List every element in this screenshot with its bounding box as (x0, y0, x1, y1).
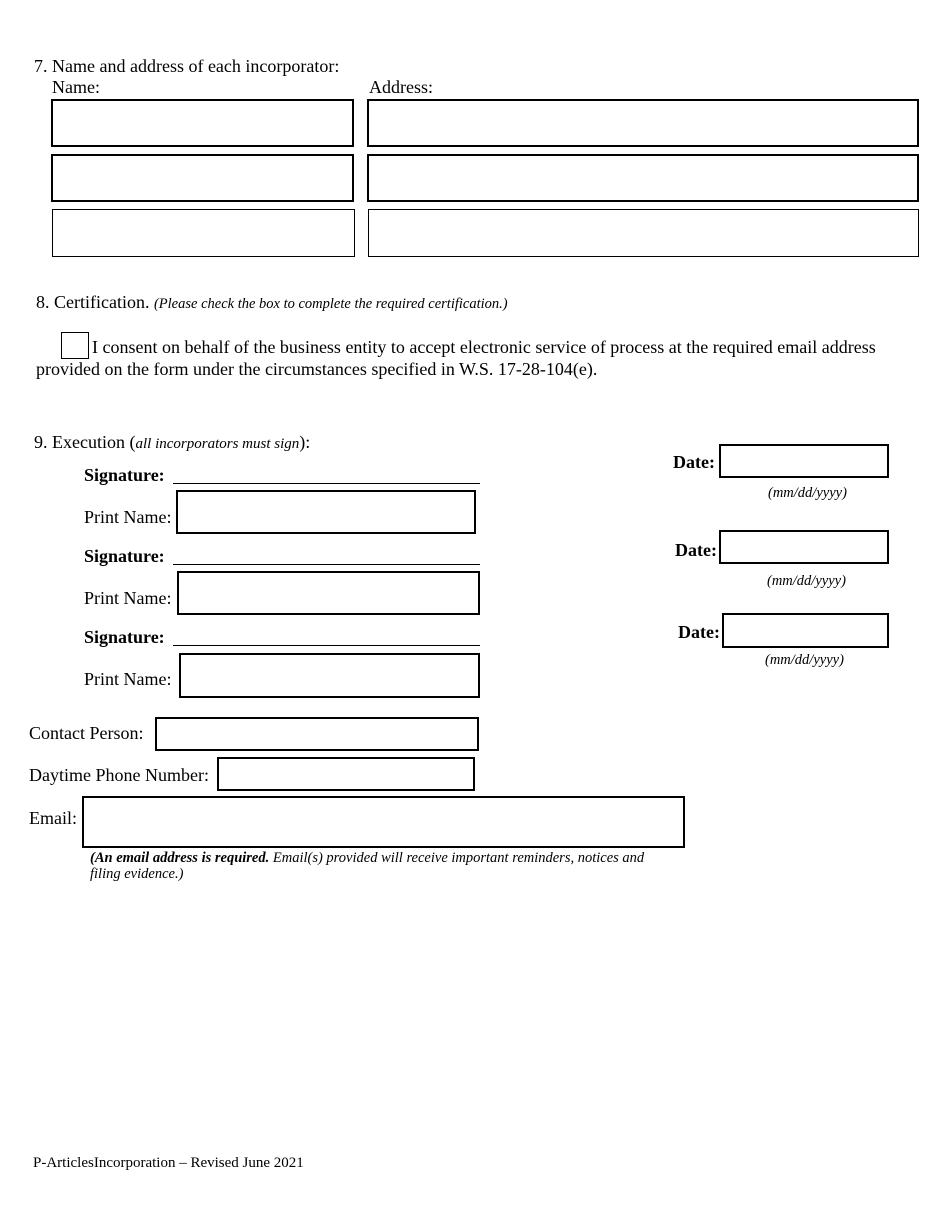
signature-2-label: Signature: (84, 546, 165, 566)
execution-note: all incorporators must sign (135, 436, 300, 452)
incorporator-2-name-field[interactable] (51, 154, 354, 202)
section-9-heading (34, 432, 310, 453)
signature-1-label: Signature: (84, 465, 165, 485)
date-1-field[interactable] (719, 444, 889, 478)
incorporator-1-address-field[interactable] (367, 99, 919, 147)
print-name-1-field[interactable] (176, 490, 476, 534)
date-3-field[interactable] (722, 613, 889, 648)
phone-label: Daytime Phone Number: (29, 765, 209, 785)
email-note-text: Email(s) provided will receive important reminders, notices and (269, 850, 645, 866)
signature-1-line[interactable] (173, 483, 480, 484)
print-name-3-field[interactable] (179, 653, 480, 698)
date-1-format-hint: (mm/dd/yyyy) (768, 485, 847, 501)
date-3-format-hint: (mm/dd/yyyy) (765, 652, 844, 668)
print-name-2-field[interactable] (177, 571, 480, 615)
consent-checkbox[interactable] (61, 332, 89, 359)
signature-3-label: Signature: (84, 627, 165, 647)
address-column-label: Address: (369, 77, 433, 97)
certification-instruction: (Please check the box to complete the required certification.) (153, 296, 508, 312)
certification-title: 8. Certification. (36, 292, 150, 312)
section-7-heading: 7. Name and address of each incorporator: (34, 56, 340, 76)
incorporator-1-name-field[interactable] (51, 99, 354, 147)
execution-close: ): (299, 432, 311, 452)
contact-person-label: Contact Person: (29, 723, 144, 743)
footer-revision: P-ArticlesIncorporation – Revised June 2021 (33, 1155, 304, 1171)
date-2-label: Date: (675, 540, 717, 560)
email-field[interactable] (82, 796, 685, 848)
print-name-1-label: Print Name: (84, 507, 172, 527)
consent-text-line-1: I consent on behalf of the business entity to accept electronic service of process at the required email address (92, 337, 876, 357)
contact-person-field[interactable] (155, 717, 479, 751)
signature-2-line[interactable] (173, 564, 480, 565)
section-8-heading (36, 292, 508, 313)
signature-3-line[interactable] (173, 645, 480, 646)
incorporator-3-name-field[interactable] (52, 209, 355, 257)
email-note-line-2: filing evidence.) (90, 866, 184, 882)
date-1-label: Date: (673, 452, 715, 472)
incorporator-2-address-field[interactable] (367, 154, 919, 202)
consent-text-line-2: provided on the form under the circumstances specified in W.S. 17-28-104(e). (36, 359, 598, 379)
execution-title: 9. Execution ( (34, 432, 136, 452)
email-label: Email: (29, 808, 77, 828)
print-name-2-label: Print Name: (84, 588, 172, 608)
print-name-3-label: Print Name: (84, 669, 172, 689)
name-column-label: Name: (52, 77, 100, 97)
email-required-note: (An email address is required. (90, 850, 270, 866)
date-2-format-hint: (mm/dd/yyyy) (767, 573, 846, 589)
date-3-label: Date: (678, 622, 720, 642)
date-2-field[interactable] (719, 530, 889, 564)
email-note-line-1 (90, 850, 644, 867)
phone-field[interactable] (217, 757, 475, 791)
incorporator-3-address-field[interactable] (368, 209, 919, 257)
